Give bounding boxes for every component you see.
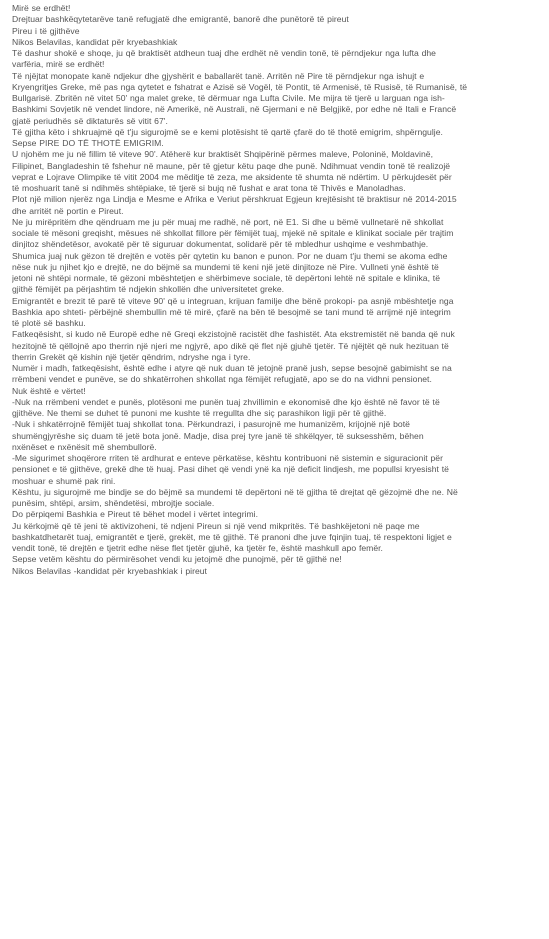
text-line: gjithëve. Ne themi se duhet të punoni me kushte të rregullta dhe siç parashikon ligji për të gjithë. bbox=[12, 408, 387, 418]
text-line: Nikos Belavilas, kandidat për kryebashkiak bbox=[12, 36, 178, 47]
text-line: Të dashur shokë e shoqe, ju që braktisët atdheun tuaj dhe erdhët në vendin tonë, të përndjekur nga lufta dhe bbox=[12, 48, 436, 58]
text-line: të moshuarit tanë si ndihmës shtëpiake, të tjerë si bujq në fushat e arat tona të Thivës e Manoladhas. bbox=[12, 183, 406, 193]
text-line: bashkatdhetarët tuaj, emigrantët e tjerë, grekët, me të gjithë. Të pranoni dhe juve fqinjin tuaj, të respektoni ligjet e bbox=[12, 531, 452, 542]
text-line: dhe arritët në portin e Pireut. bbox=[12, 205, 124, 216]
text-line: Bashkia apo shteti- përbëjnë shembullin më të mirë, çfarë na bën të besojmë se tani mund të arrijmë një integrim bbox=[12, 306, 451, 317]
text-line: Sepse PIRE DO TË THOTË EMIGRIM. bbox=[12, 138, 164, 148]
text-line: veprat e Lojrave Olimpike të vitit 2004 me mëditje të zeza, me aksidente të shumta në ndërtim. U përkujdesët për bbox=[12, 171, 452, 182]
text-line: varfëria, mirë se erdhët! bbox=[12, 59, 105, 70]
text-line: Të njëjtat monopate kanë ndjekur dhe gjyshërit e baballarët tanë. Arritën në Pire të përndjekur nga ishujt e bbox=[12, 70, 425, 81]
text-line: sociale të mësoni greqisht, mësues në shkollat fillore për fëmijët tuaj, mjekë në spitale e klinikat sociale për trajtim bbox=[12, 228, 454, 238]
text-line: Fatkeqësisht, si kudo në Europë edhe në Greqi ekzistojnë racistët dhe fashistët. Ata ekstremistët në banda që nuk bbox=[12, 329, 455, 340]
text-line: shumëngjyrëshe siç duam të jetë bota jonë. Madje, disa prej tyre janë të shkëlqyer, të suksesshëm, bëhen bbox=[12, 430, 424, 441]
text-line: Shumica juaj nuk gëzon të drejtën e votës për qytetin ku banon e punon. Por ne duam t'ju themi se akoma edhe bbox=[12, 250, 448, 261]
text-line: therrin Grekët që kishin një tjetër qëndrim, ndryshe nga i tyre. bbox=[12, 351, 251, 362]
text-line: jetoni në shtëpi normale, të gëzoni mbështetjen e shërbimeve sociale, të depërtoni lehtë në spitale e klinika, të bbox=[12, 273, 441, 283]
text-line: gjithë fëmijët pa përjashtim të ndjekin shkollën dhe universitetet greke. bbox=[12, 284, 285, 295]
text-line: nxënëset e nxënësit më shembullorë. bbox=[12, 441, 157, 452]
text-line: Plot një milion njerëz nga Lindja e Mesme e Afrika e Veriut përshkruat Egjeun krejtësisht të braktisur në 2014-2015 bbox=[12, 194, 457, 205]
signature-line bbox=[12, 577, 537, 588]
text-line: Nikos Belavilas -kandidat për kryebashkiak i pireut bbox=[12, 565, 207, 576]
text-line: Pireu i të gjithëve bbox=[12, 25, 80, 36]
text-line: Sepse vetëm kështu do përmirësohet vendi ku jetojmë dhe punojmë, për të gjithë ne! bbox=[12, 554, 342, 565]
text-line: moshuar e shumë pak rini. bbox=[12, 475, 116, 486]
text-line: dinjitoz shëndetësor, avokatë për të siguruar dokumentat, solidarë për të mbledhur ushqime e veshmbathje. bbox=[12, 239, 429, 250]
text-line: vendit tonë, të drejtën e tjetrit edhe nëse flet tjetër gjuhë, ka tjetër fe, është mashkull apo femër. bbox=[12, 543, 383, 553]
text-line: Bashkimi Sovjetik në vendet lindore, në Amerikë, në Australi, në Gjermani e në Belgjikë, por edhe në Itali e Francë bbox=[12, 104, 457, 115]
text-line: -Me sigurimet shoqërore rriten të ardhurat e enteve përkatëse, kështu kontribuoni në sistemin e siguracionit për bbox=[12, 453, 443, 463]
text-line: Nuk është e vërtet! bbox=[12, 385, 86, 396]
text-line: -Nuk na rrëmbeni vendet e punës, plotësoni me punën tuaj zhvillimin e ekonomisë dhe kjo është në favor të të bbox=[12, 396, 440, 407]
text-line: Bullgarisë. Zbritën në vitet 50' nga malet greke, të dërmuar nga Lufta Civile. Me mijra të tjerë u larguan nga ish- bbox=[12, 93, 445, 103]
text-line: Filipinet, Bangladeshin të fshehur në maune, për të gjetur këtu paqe dhe punë. Ndihmuat vendin tonë të realizojë bbox=[12, 160, 451, 171]
text-line: Emigrantët e brezit të parë të viteve 90' që u integruan, krijuan familje dhe bënë prokopi- pa asnjë mbështetje nga bbox=[12, 295, 454, 306]
text-line: punësim, shtëpi, arsim, shëndetësi, mbrojtje sociale. bbox=[12, 498, 215, 508]
text-line: të plotë së bashku. bbox=[12, 318, 86, 328]
text-line: Drejtuar bashkëqytetarëve tanë refugjatë dhe emigrantë, banorë dhe punëtorë të pireut bbox=[12, 14, 349, 25]
text-line: gjatë periudhës së diktaturës së vitit 67'. bbox=[12, 115, 168, 126]
text-line: rrëmbeni vendet e punëve, se do shkatërrohen shkollat nga fëmijët refugjatë, apo se do na vidhni pensionet. bbox=[12, 374, 432, 385]
text-line: Ne ju mirëpritëm dhe qëndruam me ju për muaj me radhë, në port, në E1. Si dhe u bëmë vullnetarë në shkollat bbox=[12, 216, 444, 227]
text-line: -Nuk i shkatërrojnë fëmijët tuaj shkollat tona. Përkundrazi, i pasurojnë me humanizëm, krijojnë një botë bbox=[12, 419, 410, 430]
text-line: Numër i madh, fatkeqësisht, është edhe i atyre që nuk duan të jetojnë pranë jush, sepse besojnë gabimisht se na bbox=[12, 363, 452, 373]
text-line: pensionet e të gjithëve, grekë dhe të huaj. Pasi dihet që vendi ynë ka një deficit lindjesh, me popullsi kryesisht të bbox=[12, 464, 449, 475]
text-line: Të gjitha këto i shkruajmë që t'ju sigurojmë se e kemi plotësisht të qartë çfarë do të thotë emigrim, shpërngulje. bbox=[12, 126, 443, 137]
text-line: Kryengritjes Greke, më pas nga qytetet e fshatrat e Azisë së Vogël, të Pontit, të Armenisë, të Rusisë, të Rumanisë, të bbox=[12, 81, 468, 92]
text-line: hezitojnë të qëllojnë apo therrin një njeri me ngjyrë, apo dikë që flet një gjuhë tjetër. Të njëjtët që nuk hezituan të bbox=[12, 340, 449, 351]
text-line: U njohëm me ju në fillim të viteve 90'. Atëherë kur braktisët Shqipërinë përmes maleve, Poloninë, Moldavinë, bbox=[12, 149, 433, 160]
text-line: Ju kërkojmë që të jeni të aktivizoheni, të ndjeni Pireun si një vend mikpritës. Të bashkëjetoni në paqe me bbox=[12, 520, 420, 531]
text-line: Do përpiqemi Bashkia e Pireut të bëhet model i vërtet integrimi. bbox=[12, 509, 259, 520]
text-line: Mirë se erdhët! bbox=[12, 3, 71, 13]
text-line: nëse nuk ju njihet kjo e drejtë, ne do bëjmë sa mundemi të keni një jetë dinjitoze në Pire. Vullneti ynë është të bbox=[12, 261, 439, 272]
text-line: Kështu, ju sigurojmë me bindje se do bëjmë sa mundemi të depërtoni në të gjitha të drejtat që gëzojmë dhe ne. Në bbox=[12, 486, 458, 497]
